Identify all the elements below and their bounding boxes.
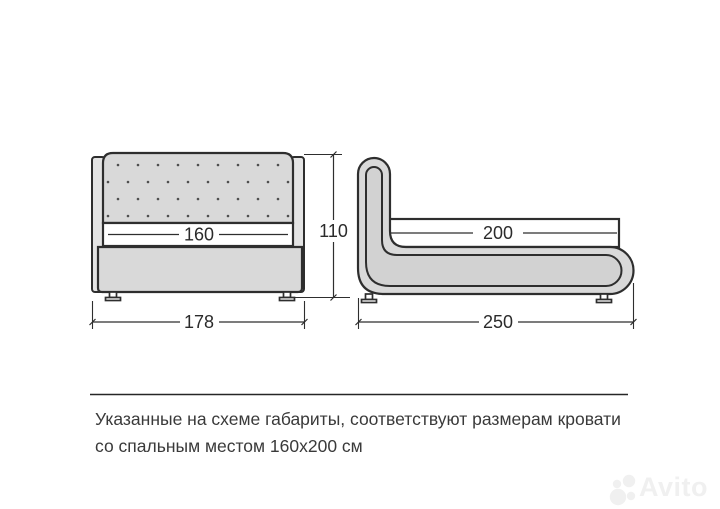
watermark [609,460,717,506]
front-right-foot [280,292,295,301]
overall-width-label: 178 [183,312,215,332]
height-label: 110 [319,221,348,241]
tufting-dots [105,155,291,221]
overall-width-dimension [90,301,308,332]
watermark-text: Avito [639,472,708,502]
overall-length-label: 250 [482,312,514,332]
sleeping-length-label: 200 [482,223,514,243]
caption [95,406,635,460]
caption-line-1: Указанные на схеме габариты, соответствуют размерам кровати [95,409,621,429]
avito-logo-icon [609,466,637,506]
front-view [90,153,308,332]
side-view [356,158,637,332]
sleeping-width-label: 160 [183,224,215,245]
bed-base [98,247,302,292]
side-left-foot [362,294,377,303]
caption-line-2: со спальным местом 160x200 см [95,436,363,456]
side-right-foot [597,294,612,303]
front-left-foot [106,292,121,301]
